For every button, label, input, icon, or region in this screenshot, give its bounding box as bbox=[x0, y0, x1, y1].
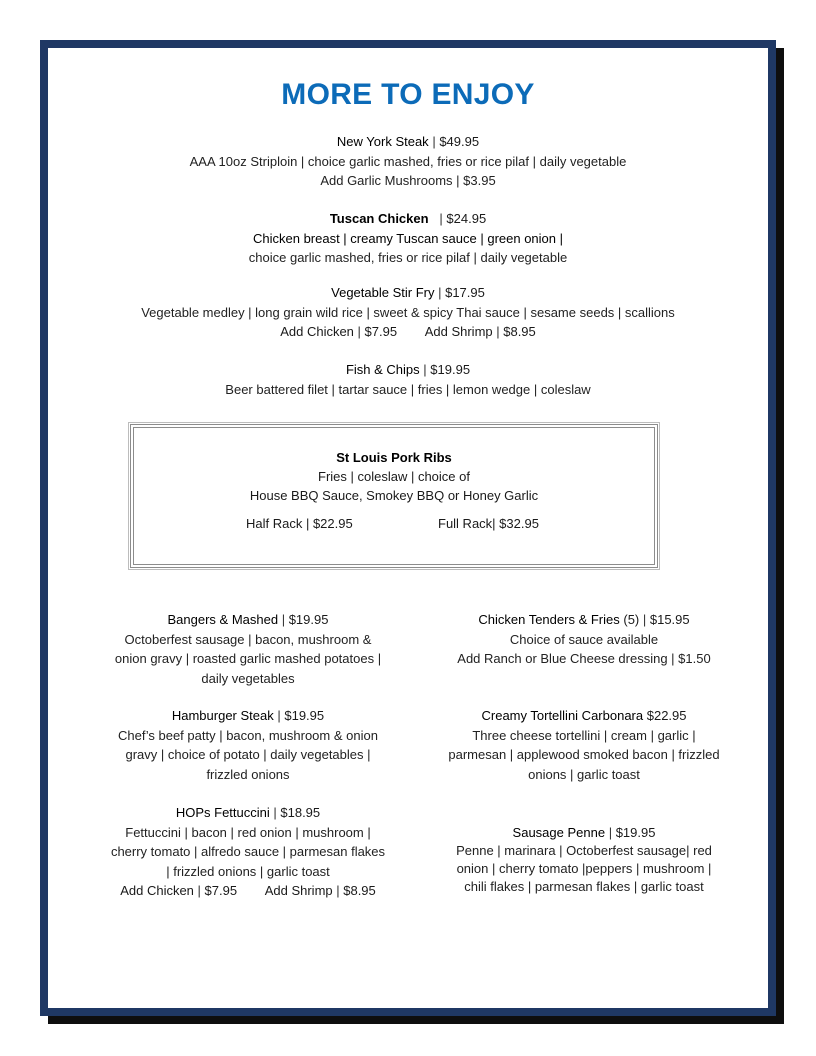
item-description: Choice of sauce available bbox=[509, 631, 659, 647]
item-description: Chef’s beef patty | bacon, mushroom & onion bbox=[118, 727, 378, 743]
addon-shrimp: Add Shrimp | $8.95 bbox=[264, 883, 376, 898]
item-description-3: onions | garlic toast bbox=[528, 766, 640, 782]
menu-item-hamburger-steak: Hamburger Steak | $19.95 Chef’s beef patty | bacon, mushroom & onion gravy | choice of potato | daily vegetables | frizzled onions bbox=[98, 706, 398, 784]
item-price: $24.95 bbox=[446, 211, 487, 226]
item-name: Chicken Tenders & Fries bbox=[478, 612, 620, 627]
item-name: HOPs Fettuccini bbox=[175, 805, 270, 820]
item-name: Vegetable Stir Fry bbox=[331, 285, 435, 300]
item-description: Vegetable medley | long grain wild rice | sweet & spicy Thai sauce | sesame seeds | scallions bbox=[141, 304, 675, 320]
full-rack-price: Full Rack| $32.95 bbox=[438, 516, 539, 531]
item-description: AAA 10oz Striploin | choice garlic mashed, fries or rice pilaf | daily vegetable bbox=[189, 153, 627, 169]
addon-chicken: Add Chicken | $7.95 bbox=[280, 324, 398, 339]
item-description-2: cherry tomato | alfredo sauce | parmesan flakes bbox=[110, 844, 386, 859]
addon-chicken: Add Chicken | $7.95 bbox=[120, 883, 238, 898]
item-description: Fries | coleslaw | choice of bbox=[318, 469, 470, 484]
item-price: $19.95 bbox=[288, 612, 329, 627]
item-description: Chicken breast | creamy Tuscan sauce | green onion | bbox=[252, 230, 563, 246]
item-description-3: chili flakes | parmesan flakes | garlic toast bbox=[464, 879, 704, 894]
item-name: Sausage Penne bbox=[512, 825, 606, 840]
featured-ribs-box bbox=[130, 424, 658, 568]
item-name: Bangers & Mashed bbox=[167, 612, 279, 627]
menu-page bbox=[40, 40, 776, 1016]
item-description: Octoberfest sausage | bacon, mushroom & bbox=[124, 631, 372, 647]
item-description-3: frizzled onions bbox=[206, 766, 290, 782]
page-title: MORE TO ENJOY bbox=[281, 78, 535, 111]
item-description-2: House BBQ Sauce, Smokey BBQ or Honey Garlic bbox=[249, 488, 539, 503]
menu-item-creamy-tortellini-carbonara bbox=[434, 706, 734, 784]
item-description-2: Add Ranch or Blue Cheese dressing | $1.50 bbox=[457, 651, 711, 666]
item-price: $15.95 bbox=[649, 612, 690, 627]
item-price: $19.95 bbox=[615, 825, 656, 840]
item-description-2: choice garlic mashed, fries or rice pilaf | daily vegetable bbox=[248, 250, 568, 265]
menu-item-chicken-tenders: Chicken Tenders & Fries (5) | $15.95 Choice of sauce available Add Ranch or Blue Cheese dressing | $1.50 bbox=[434, 610, 734, 669]
menu-item-vegetable-stir-fry: Vegetable Stir Fry | $17.95 Vegetable medley | long grain wild rice | sweet & spicy Thai sauce | sesame seeds | scallions Add Chicken | $7.95 Add Shrimp | $8.95 bbox=[48, 283, 768, 342]
menu-item-bangers-and-mashed: Bangers & Mashed | $19.95 Octoberfest sausage | bacon, mushroom & onion gravy | roasted garlic mashed potatoes | daily vegetables bbox=[98, 610, 398, 688]
item-price: $18.95 bbox=[280, 805, 321, 820]
item-price: $17.95 bbox=[445, 285, 485, 300]
menu-item-sausage-penne: Sausage Penne | $19.95 Penne | marinara | Octoberfest sausage| red onion | cherry tomato |peppers | mushroom | chili flakes | parmesan flakes | garlic toast bbox=[434, 823, 734, 896]
item-name: Hamburger Steak bbox=[171, 708, 274, 723]
item-description: Beer battered filet | tartar sauce | fries | lemon wedge | coleslaw bbox=[225, 381, 591, 397]
item-description-2: parmesan | applewood smoked bacon | frizzled bbox=[448, 747, 720, 762]
menu-item-new-york-steak: New York Steak | $49.95 AAA 10oz Striploin | choice garlic mashed, fries or rice pilaf | daily vegetable Add Garlic Mushrooms | $3.95 bbox=[48, 132, 768, 191]
item-description: Three cheese tortellini | cream | garlic | bbox=[472, 727, 696, 743]
item-addon: Add Garlic Mushrooms | $3.95 bbox=[320, 173, 496, 188]
menu-item-fish-and-chips: Fish & Chips | $19.95 Beer battered filet | tartar sauce | fries | lemon wedge | coleslaw bbox=[48, 360, 768, 399]
menu-item-tuscan-chicken: Tuscan Chicken | $24.95 Chicken breast | creamy Tuscan sauce | green onion | choice garlic mashed, fries or rice pilaf | daily vegetable bbox=[48, 209, 768, 268]
item-description: Fettuccini | bacon | red onion | mushroom | bbox=[125, 824, 371, 840]
item-price: $19.95 bbox=[430, 362, 471, 377]
item-description-3: daily vegetables bbox=[201, 670, 295, 686]
item-name: Fish & Chips bbox=[345, 362, 420, 377]
item-description-2: onion | cherry tomato |peppers | mushroom | bbox=[456, 861, 712, 876]
item-description-2: onion gravy | roasted garlic mashed potatoes | bbox=[114, 651, 382, 666]
item-name: St Louis Pork Ribs bbox=[336, 450, 452, 465]
item-name: New York Steak bbox=[336, 134, 429, 149]
item-price: $19.95 bbox=[284, 708, 325, 723]
half-rack-price: Half Rack | $22.95 bbox=[246, 516, 353, 531]
addon-shrimp: Add Shrimp | $8.95 bbox=[424, 324, 536, 339]
item-name: Tuscan Chicken bbox=[329, 211, 429, 226]
item-price: $49.95 bbox=[439, 134, 480, 149]
menu-item-hops-fettuccini: HOPs Fettuccini | $18.95 Fettuccini | bacon | red onion | mushroom | cherry tomato | alfredo sauce | parmesan flakes | frizzled onions | garlic toast Add Chicken | $7.95 Add Shrimp | $8.95 bbox=[98, 803, 398, 901]
item-description: Penne | marinara | Octoberfest sausage| red bbox=[456, 843, 712, 858]
item-price: $22.95 bbox=[646, 708, 687, 723]
item-description-3: | frizzled onions | garlic toast bbox=[166, 863, 330, 879]
item-description-2: gravy | choice of potato | daily vegetables | bbox=[125, 747, 371, 762]
item-name: Creamy Tortellini Carbonara bbox=[481, 708, 644, 723]
item-quantity: (5) bbox=[623, 612, 640, 627]
